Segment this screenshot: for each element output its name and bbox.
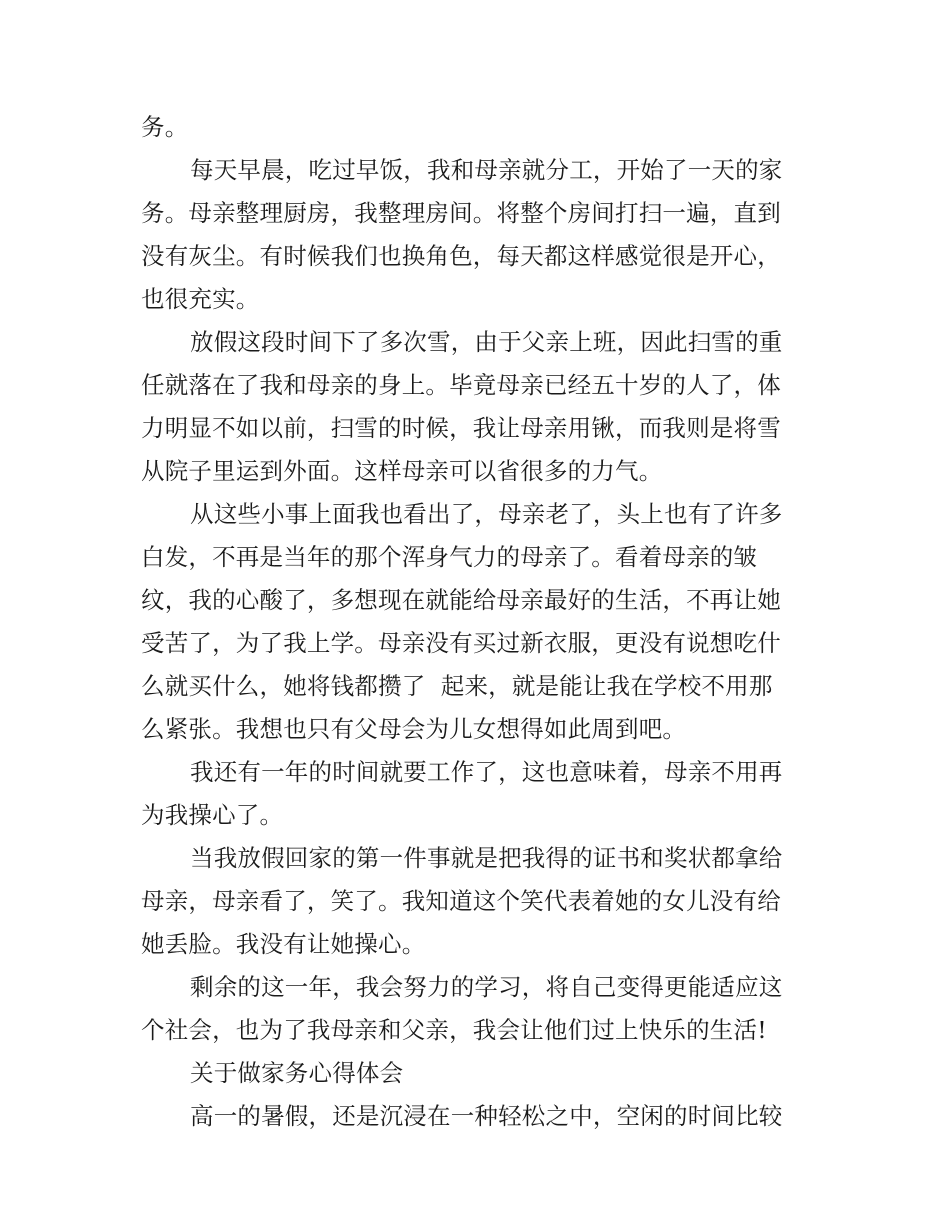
text-line: 么紧张。我想也只有父母会为儿女想得如此周到吧。 [141,715,687,743]
text-line: 她丢脸。我没有让她操心。 [141,930,426,958]
paragraph-start-line: 剩余的这一年，我会努力的学习，将自己变得更能适应这 [190,973,783,1001]
text-line: 纹，我的心酸了，多想现在就能给母亲最好的生活，不再让她 [141,586,781,614]
paragraph-start-line: 当我放假回家的第一件事就是把我得的证书和奖状都拿给 [190,844,783,872]
paragraph-start-line: 每天早晨，吃过早饭，我和母亲就分工，开始了一天的家 [190,156,783,184]
text-line: 么就买什么，她将钱都攒了 起来，就是能让我在学校不用那 [141,672,773,700]
section-heading: 关于做家务心得体会 [190,1059,404,1087]
text-line: 白发，不再是当年的那个浑身气力的母亲了。看着母亲的皱 [141,543,758,571]
paragraph-start-line: 高一的暑假，还是沉浸在一种轻松之中，空闲的时间比较 [190,1102,783,1130]
text-line: 没有灰尘。有时候我们也换角色，每天都这样感觉很是开心， [141,242,781,270]
text-line: 务。母亲整理厨房，我整理房间。将整个房间打扫一遍，直到 [141,199,781,227]
paragraph-start-line: 我还有一年的时间就要工作了，这也意味着，母亲不用再 [190,758,783,786]
text-line: 受苦了，为了我上学。母亲没有买过新衣服，更没有说想吃什 [141,629,781,657]
text-line: 母亲，母亲看了，笑了。我知道这个笑代表着她的女儿没有给 [141,887,781,915]
paragraph-start-line: 从这些小事上面我也看出了，母亲老了，头上也有了许多 [190,500,783,528]
text-line: 也很充实。 [141,285,260,313]
text-line: 力明显不如以前，扫雪的时候，我让母亲用锹，而我则是将雪 [141,414,781,442]
text-line: 任就落在了我和母亲的身上。毕竟母亲已经五十岁的人了，体 [141,371,781,399]
paragraph-start-line: 放假这段时间下了多次雪，由于父亲上班，因此扫雪的重 [190,328,783,356]
text-line: 个社会，也为了我母亲和父亲，我会让他们过上快乐的生活! [141,1016,767,1044]
text-line: 从院子里运到外面。这样母亲可以省很多的力气。 [141,457,663,485]
text-line: 务。 [141,113,189,141]
text-line: 为我操心了。 [141,801,284,829]
